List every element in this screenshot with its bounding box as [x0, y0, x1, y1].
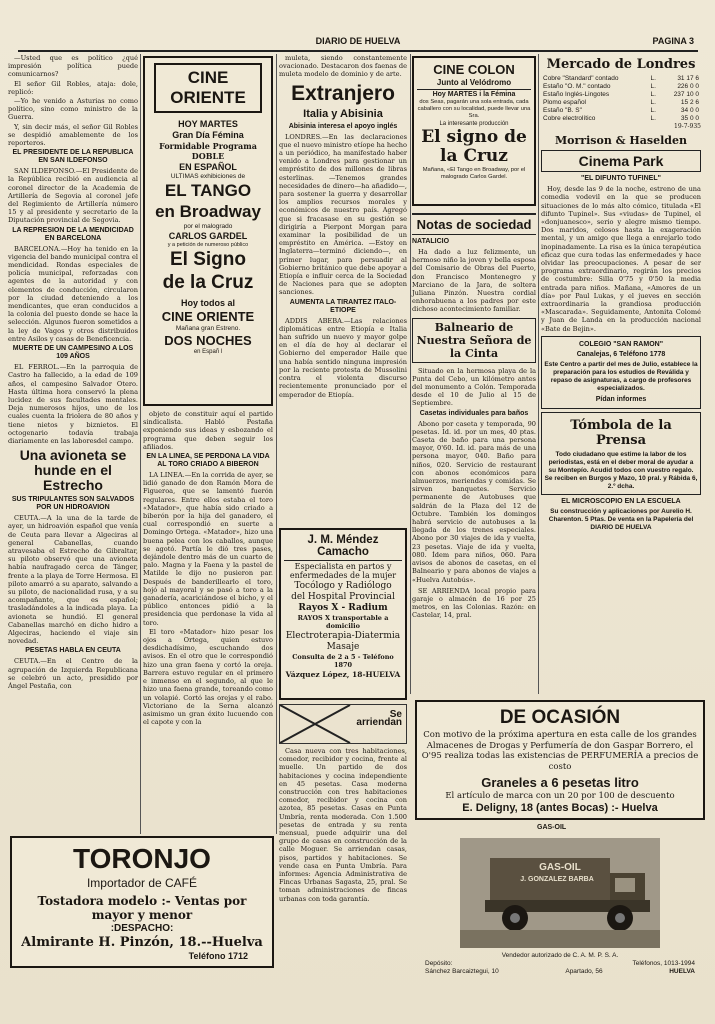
company-name: Morrison & Haselden [555, 134, 687, 148]
paragraph: CEUTA.—A la una de la tarde de ayer, un hidroavión español que venía de Ceuta para llevar a Algeciras al general Cabanellas, cuando atravesaba el Estrecho de Gibraltar, su piloto observó que una avioneta había naufragado cerca de Tánger, frente a la playa de Torre Hermosa. El piloto amarró a su aparato, salvando a su piloto, de nacionalidad rusa, y a su acompañante, que es español; trasladándoles a la indicada playa. La avioneta se hundió. El general Cabanellas marchó en dicho hidro a Algeciras, haciendo el viaje sin novedad. [8, 514, 138, 646]
paragraph: Situado en la hermosa playa de la Punta del Cebo, un kilómetro antes del monumento a Colón. Temporada desde el 10 de Julio al 15 de Septiembre. [412, 366, 536, 408]
table-row [541, 115, 701, 123]
table-cell: L. [650, 75, 656, 82]
colegio-title: COLEGIO "SAN RAMON" [578, 340, 664, 348]
paragraph: BARCELONA.—Hoy ha tenido en la vigencia del bando municipal contra el mendicidad. Rondas especiales de policía municipal, reforzadas con agentes de la autoridad y con elementos de conducción, circularon por la ciudad deteniendo a los mendicantes, que eran conducidos a la colonia del puesto donde se hace la selección. Algunos fueron sometidos a la ley de Vagos y otros distribuidos entre Asilos y casas de Beneficencia. [8, 244, 138, 343]
headline: EN LA LINEA, SE PERDONA LA VIDA AL TORO CRIADO A BIBERON [146, 453, 270, 469]
colegio-address: Canalejas, 6 Teléfono 1778 [576, 350, 666, 358]
column-divider [410, 54, 411, 694]
table-cell: 31 17 6 [677, 75, 699, 82]
ad-line: HUELVA [669, 968, 695, 975]
ad-line: HOY MARTES [178, 119, 238, 129]
ad-line: Consulta de 2 a 5 - Teléfono 1870 [292, 653, 394, 669]
paragraph: Abono por caseta y temporada, 90 pesetas. Id. id. por un mes, 40 ptas. Caseta de baño para una persona mayor, 0'60. Id. id. para más de una persona mayor, 040. Baño para niños, 020. Servicio de restaurant con abonos económicos para almuerzos, meriendas y comidas. Se sirven banquetes. Servicio permanente de Autobuses que saldrán de la Plaza del 12 de Octubre. También los domingos habrá servicio de autobuses a la llegada de los trenes especiales. Abono por 30 viajes de ida y vuelta, 23 pesetas. Viaje de ida y vuelta, 080. Ídem para niños, 060. Para avisos de abonos de casetas, en el Balneario y para abonos de viajes a «Huelva Autobús». [412, 419, 536, 584]
headline: PESETAS HABLA EN CEUTA [25, 647, 121, 655]
colegio-footer: Pídan informes [595, 395, 647, 403]
tombola-text: Todo ciudadano que estime la labor de los periodistas, está en el deber moral de ayudar a su Montepío. Acudid todos con vuestro regalo. Se reciben en Burgos y Mazo, 10 pral. y Rábida 6, 2.º dcha. [544, 450, 698, 491]
ad-line: E. Deligny, 18 (antes Bocas) :- Huelva [462, 802, 658, 814]
paragraph: SE ARRIENDA local propio para garaje o almacén de 16 por 25 metros, en las Colonias. Razón: en Castelar, 14, pral. [412, 586, 536, 620]
paragraph: CEUTA.—En el Centro de la agrupación de Izquierda Republicana se celebró un acto, presidido por Ángel Pestaña, con [8, 657, 138, 690]
ad-line: de la Cruz [162, 272, 254, 293]
ad-line: La interesante producción [439, 121, 509, 127]
ad-line: del Hospital Provincial [291, 592, 395, 602]
table-cell: L. [650, 83, 656, 90]
table-row [541, 83, 701, 91]
ad-line: Teléfonos, 1013-1994 [632, 960, 695, 967]
ad-line: Especialista en partos y enfermedades de la mujer [289, 562, 397, 580]
section-title: Notas de sociedad [412, 213, 536, 235]
ad-line: por el malogrado [183, 223, 233, 230]
ad-cine-colon [412, 56, 536, 206]
paragraph: —Yo he venido a Asturias no como político, sino como ministro de la Guerra. [8, 97, 138, 122]
table-cell: Plomo español [543, 99, 586, 106]
mercado-title: Mercado de Londres [546, 57, 696, 72]
ad-line: EN ESPAÑOL [179, 162, 237, 172]
ad-line: Vázquez López, 18-HUELVA [285, 670, 401, 679]
ad-text: Con motivo de la próxima apertura en esta calle de los grandes Almacenes de Drogas y Perfumería de don Gaspar Borrero, el O'95 realiza todas las existencias de PERFUMERÍA a precios de costo [421, 730, 699, 772]
paragraph: LONDRES.—En las declaraciones que el nuevo ministro etíope ha hecho a un periódico, ha manifestado haber venido a Londres para gestionar un empréstito de dos millones de libras esterlinas. —Tenemos grandes necesidades de dinero—ha añadido—, para sostener la guerra y desarrollar los amplios recursos morales y económicos de nuestro país. Agregó que si fracasase en su gestión se dirigiría a Pierpont Morgan para examinar la posibilidad de un empréstito en América. —Estoy en Inglaterra—terminó diciendo—, en primer lugar, para persuadir al Gobierno británico que debe apoyar a Etiopía e influir cerca de la Sociedad de Naciones para que se adopten sanciones. [279, 132, 407, 297]
ad-line: Tocólogo y Radiólogo [294, 581, 392, 591]
column-divider [276, 54, 277, 834]
balneario-title: Balneario de Nuestra Señora de la Cinta [412, 318, 536, 363]
table-cell: Estaño "O. M." contado [543, 83, 611, 90]
page-header [18, 36, 698, 52]
paragraph: El toro «Matador» hizo pesar los ojos a Ortega, quien estuvo desdichadísimo, escuchando dos avisos. En el otro que le correspondió hizo una gran faena y cortó la oreja. Barrera estuvo regular en el primero e inmenso en el segundo, al que le hizo una faena grande, toreando como un volapié. Cortó las orejas y el rabo. Victoriano de la Serna alcanzó asimismo un gran éxito lucuendo con el capote y con la [143, 627, 273, 727]
ad-title: J. M. Méndez Camacho [284, 534, 402, 561]
table-cell: 15 2 6 [680, 99, 699, 106]
ad-line: Teléfono 1712 [188, 951, 248, 961]
table-cell: L. [650, 91, 656, 98]
paragraph: EL FERROL.—En la parroquia de Castro ha fallecido, a la edad de 109 años, el campesino Salvador Otero. Hasta última hora conservó la plena lucidez de sus facultades mentales. Deja numerosos hijos, uno de los cuales cuenta la friolera de 80 años y tiene nietos y biznietos. El octogenario todavía trabaja diariamente en las laboresdel campo. [8, 363, 138, 445]
ad-label: GAS-OIL [537, 824, 567, 831]
table-cell: 35 0 0 [680, 115, 699, 122]
gasoil-footer [415, 952, 705, 976]
headline: Abisinia interesa el apoyo inglés [288, 122, 398, 130]
headline: AUMENTA LA TIRANTEZ ITALO-ETIOPE [289, 298, 397, 314]
headline: NATALICIO [412, 238, 450, 245]
tombola-title: Tómbola de la Prensa [570, 417, 672, 448]
metal-prices-table [541, 75, 701, 123]
ad-line: EL TANGO [164, 181, 252, 200]
colegio-text: Este Centro a partir del mes de Julio, establece la preparación para los estudios de Reválida y repaso de asignaturas, a cargo de profesores especializados. [544, 360, 698, 393]
column-divider [538, 54, 539, 694]
ad-toronjo [10, 836, 274, 968]
truck-label: GAS-OIL [539, 862, 581, 873]
truck-name: J. GONZALEZ BARBA [520, 876, 594, 883]
column-divider [140, 54, 141, 834]
paragraph: LA LINEA.—En la corrida de ayer, se lidió ganado de don Ramón Mora de Figueroa, que se lamentó fuerón regulares. Entre ellos estaba el toro «Matador», que había sido criado a biberón por la hija del ganadero, el cual correspondió en suerte a Domingo Ortega. «Matador», hizo una buena pelea con los caballos, aunque se agotó. Partía le dió tres pases, dejándole dentro más de un cuarto de palo. Magna y la Faena y la pastel de Matilde le dijo no pusieron par. Después de banderillearlo el toro, hojó al mayoral y se pasó a toro a la ganadería, acariciándose el bicho, y el público entonces pidió a la presidencia que perdonase la vida al toro. [143, 471, 273, 627]
ad-mendez-camacho [279, 528, 407, 700]
ad-line: Almirante H. Pinzón, 18.--Huelva [21, 935, 263, 950]
headline: "EL DIFUNTO TUFINEL" [581, 175, 661, 183]
date-text: 19-7-935 [674, 123, 701, 130]
ad-line: Sánchez Barcaiztegui, 10 [425, 968, 499, 975]
ad-line: Importador de CAFÉ [86, 876, 198, 890]
paragraph: Ha dado a luz felizmente, un hermoso niño la joven y bella esposa del Comisario de Obras del Puerto, don Francisco Montenegro y Marciano de la Jara, de soltera Juliana Pinzón. Nuestra cordial enhorabuena a los padres por este dichoso acontecimiento familiar. [412, 248, 536, 314]
paragraph: SAN ILDEFONSO.—El Presidente de la República recibió en audiencia al coronel director de la Academia de Artillería de Segovia al coronel jefe del Regimiento de Artillería número 15 y al presidente y secretario de la Diputación provincial de Segovia. [8, 167, 138, 225]
ad-line: dos Seas, pagarán una sola entrada, cada caballero con su localidad, puede llevar una Sra. [417, 99, 531, 119]
table-cell: Cobre "Standard" contado [543, 75, 619, 82]
ad-line: DOS NOCHES [164, 333, 252, 348]
column-4 [412, 210, 536, 621]
paragraph: objeto de constituir aquí el partido sindicalista. Habló Pestaña exponiendo sus ideas y esbozando el programa que deben seguir los afiliados. [143, 410, 273, 451]
ad-line: Rayos X - Radium [298, 603, 388, 613]
headline: SUS TRIPULANTES SON SALVADOS POR UN HIDROAVION [11, 496, 135, 512]
ad-line: Vendedor autorizado de C. A. M. P. S. A. [501, 952, 619, 959]
cinema-park-title: Cinema Park [541, 150, 701, 172]
ad-line: Tostadora modelo :- Ventas por mayor y menor [37, 894, 247, 922]
paragraph: ADDIS ABEBA.—Las relaciones diplomáticas entre Etiopía e Italia han sufrido un nuevo y mayor golpe en el día de hoy al declarar el Gobierno del emperador Haile que una había sentido ninguna impresión por la reciente protesta de Mussolini contra el violenta discurso recientemente pronunciado por el emperador de Etiopía. [279, 316, 407, 399]
column-1 [8, 54, 138, 691]
ad-title: DE OCASIÓN [499, 707, 621, 728]
ad-title: TORONJO [73, 843, 211, 874]
table-cell: Cobre electrolítico [543, 115, 596, 122]
table-row [541, 75, 701, 83]
ad-line: Apartado, 56 [565, 968, 603, 975]
paragraph: Y, sin decir más, el señor Gil Robles se despidió amablemente de los reporteros. [8, 122, 138, 148]
table-cell: Estaño "B. S" [543, 107, 582, 114]
ad-gasoil [415, 824, 705, 1014]
tombola-ad [541, 412, 701, 495]
ad-line: Mañana gran Estreno. [175, 325, 241, 332]
table-cell: L. [650, 115, 656, 122]
ad-line: Formidable Programa DOBLE [159, 141, 257, 161]
column-5 [541, 54, 701, 532]
headline: MUERTE DE UN CAMPESINO A LOS 109 AÑOS [12, 345, 134, 361]
section-title: Extranjero [291, 81, 395, 105]
ad-line: Graneles a 6 pesetas litro [481, 775, 639, 790]
ad-line: Gran Día Fémina [172, 130, 244, 140]
ad-cine-oriente [143, 56, 273, 406]
ad-line: Electroterapia-Diatermia [285, 631, 401, 641]
headline: EL PRESIDENTE DE LA REPUBLICA EN SAN ILDEFONSO [12, 149, 134, 165]
ad-line: Junto al Velódromo [417, 78, 531, 90]
headline: LA REPRESION DE LA MENDICIDAD EN BARCELONA [12, 226, 134, 242]
ad-line: El Signo [170, 249, 246, 270]
headline: Casetas individuales para baños [419, 409, 529, 417]
table-row [541, 91, 701, 99]
ad-line: en Broadway [155, 202, 261, 221]
ad-line: Masaje [326, 642, 360, 652]
table-cell: L. [650, 99, 656, 106]
table-cell: 34 0 0 [680, 107, 699, 114]
table-cell: L. [650, 107, 656, 114]
table-cell: 237 10 0 [673, 91, 699, 98]
arriendan-banner [279, 704, 407, 744]
table-row [541, 99, 701, 107]
ad-de-ocasion [415, 700, 705, 820]
microscopio-text: Su construcción y aplicaciones por Aurelio H. Charenton. 5 Ptas. De venta en la Papelería del DIARIO DE HUELVA [548, 507, 694, 532]
headline-large: Una avioneta se hunde en el Estrecho [19, 447, 127, 494]
ad-line: ULTIMAS exhibiciones de [170, 173, 246, 180]
ad-line: y a petición de numeroso público [167, 242, 249, 248]
ad-line: Mañana, «El Tango en Broadway, por el malogrado Carlos Gardel. [422, 167, 526, 180]
ad-line: El artículo de marca con un 20 por 100 de descuento [445, 791, 675, 801]
ad-line: El signo de la Cruz [421, 127, 527, 166]
paragraph: —Usted que es político ¿qué impresión política puede comunicarnos? [8, 54, 138, 79]
table-cell: 226 0 0 [677, 83, 699, 90]
paragraph: Casa nueva con tres habitaciones, comedor, recibidor y cocina, frente al muelle. Un partido de dos habitaciones y cocina independiente en 45 pesetas. Casa moderna construcción con tres habitaciones comedor, recibidor y cocina con azotea, 85 pesetas. Casas en Punta Umbría, renta moderada. Con 1.500 pesetas de entrada y su renta mensual, puede adquirir una del grupo de casas en construcción de la calle Moguer. Se arriendan casas, pisos, partidos y habitaciones. Se vende casa en Punta Umbría. Para informes: Agencia Administrativa de Fincas Urbanas Sagasta, 25, pral. Se toman administraciones de fincas urbanas con toda garantía. [279, 747, 407, 903]
ad-line: CINE ORIENTE [161, 309, 255, 324]
headline: Italia y Abisinia [303, 107, 383, 120]
truck-image [460, 838, 660, 948]
paragraph: Hoy, desde las 9 de la noche, estreno de una comedia vodevil en la que se producen situaciones de lo más alto cómico, titulada «El difunto Tupinel». Sus «viudas» de Tupinel, el «donjuanesco», serio y alegre mismo tiempo. Dos maridos, celosos hasta la exageración mental, y un amigo que llega a enrejarlo todo inopinadamente. La risa es la única terapéutica eficaz que cura todas las enfermedades y hace olvidar las preocupaciones. A pesar de ser programa extraordinario, regirán los precios de costumbre: Silla 0'75 y 0'50 la media entrada para niños. Mañana, «Amores de un día» por Paul Lukas, y el jueves en sección extraordinaria la grandiosa producción «Mascarada». Seguidamente, Antonita Colomé y Juan de Landa en la producción nacional «Bate de Bejin». [541, 185, 701, 333]
microscopio-title: EL MICROSCOPIO EN LA ESCUELA [561, 497, 681, 505]
colegio-ad [541, 336, 701, 409]
ad-line: RAYOS X transportable a domicilio [297, 614, 389, 630]
paragraph: El señor Gil Robles, ataja: dole, replicó: [8, 79, 138, 96]
ad-arriendan [279, 704, 407, 904]
ad-title: CINE COLON [433, 62, 515, 77]
ad-line: :DESPACHO: [110, 923, 174, 934]
ad-line: Hoy todos al [180, 298, 235, 308]
table-cell: Estaño Inglés-Lingotes [543, 91, 610, 98]
column-3 [279, 54, 407, 400]
header-title: DIARIO DE HUELVA [315, 36, 401, 46]
ad-line: Hoy MARTES i la Fémina [432, 91, 516, 98]
column-2 [143, 410, 273, 727]
ad-title: Se arriendan [356, 709, 402, 729]
ad-line: Depósito: [425, 960, 453, 967]
page-number: PAGINA 3 [652, 36, 694, 46]
ad-line: en Españ l [193, 349, 223, 355]
paragraph: muleta, siendo constantemente ovacionado. Destacaron dos faenas de muleta modelo de dominio y de arte. [279, 54, 407, 79]
ad-line: CARLOS GARDEL [168, 231, 248, 241]
ad-title: CINE ORIENTE [154, 63, 262, 113]
table-row [541, 107, 701, 115]
